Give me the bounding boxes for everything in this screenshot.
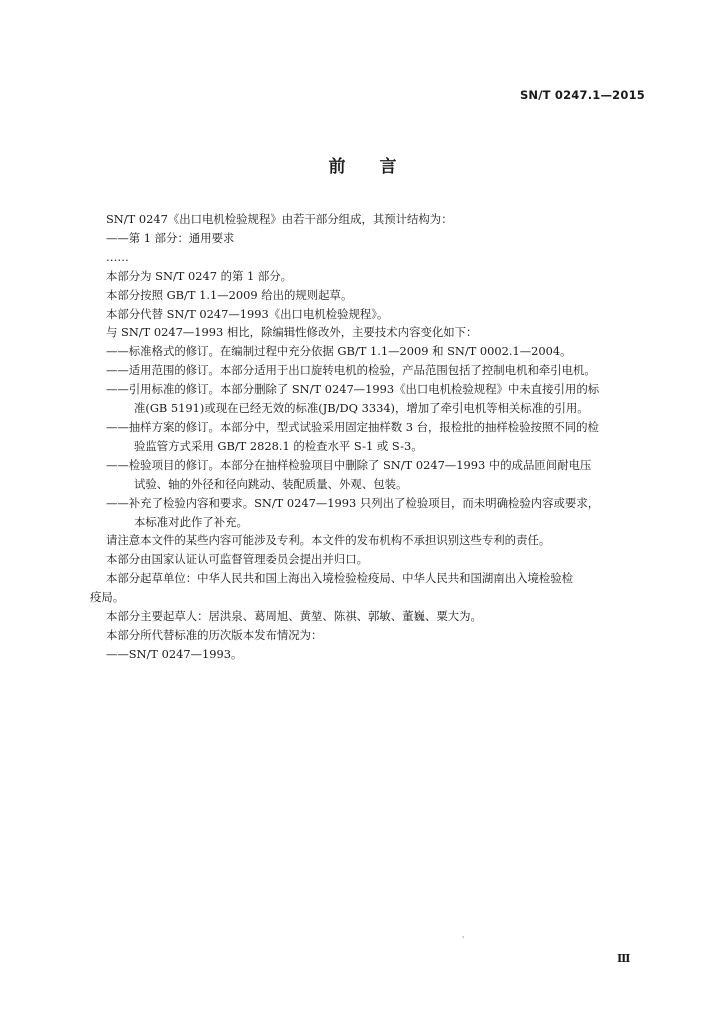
text-line: 本部分按照 GB/T 1.1—2009 给出的规则起草。: [106, 287, 353, 302]
foreword-body: [90, 210, 648, 664]
text-line: 本部分所代替标准的历次版本发布情况为：: [106, 627, 323, 642]
text-line: 疫局。: [90, 590, 125, 605]
page-title: 前言: [328, 157, 431, 177]
page-number: Ⅲ: [617, 952, 631, 965]
list-item: ——检验项目的修订。本部分在抽样检验项目中删除了 SN/T 0247—1993 中的成品匝间耐电压: [106, 457, 592, 472]
list-item: ——抽样方案的修订。本部分中，型式试验采用固定抽样数 3 台，报检批的抽样检验按照不同的检: [106, 419, 599, 434]
list-item: ——补充了检验内容和要求。SN/T 0247—1993 只列出了检验项目，而未明确检验内容或要求，: [106, 495, 600, 510]
text-line: ……: [106, 249, 129, 264]
text-line: 本部分为 SN/T 0247 的第 1 部分。: [106, 268, 293, 283]
text-line: 与 SN/T 0247—1993 相比，除编辑性修改外，主要技术内容变化如下：: [106, 325, 478, 340]
text-line: 本部分主要起草人：居洪泉、葛周旭、黄堃、陈祺、郭敏、董巍、粟大为。: [106, 609, 482, 624]
list-item-continuation: 本标准对此作了补充。: [134, 514, 248, 529]
list-item-continuation: 试验、轴的外径和径向跳动、装配质量、外观、包装。: [134, 476, 408, 491]
list-item-continuation: 准(GB 5191)或现在已经无效的标准(JB/DQ 3334)，增加了牵引电机等相关标准的引用。: [134, 401, 589, 416]
list-item: ——标准格式的修订。在编制过程中充分依据 GB/T 1.1—2009 和 SN/T 0002.1—2004。: [106, 344, 572, 359]
text-line: 本部分起草单位：中华人民共和国上海出入境检验检疫局、中华人民共和国湖南出入境检验检: [106, 571, 574, 586]
text-line: 本部分由国家认证认可监督管理委员会提出并归口。: [106, 552, 368, 567]
text-line: ——第 1 部分：通用要求: [106, 230, 235, 245]
standard-code: SN/T 0247.1—2015: [519, 88, 645, 102]
text-line: SN/T 0247《出口电机检验规程》由若干部分组成，其预计结构为：: [106, 212, 453, 226]
text-line: ——SN/T 0247—1993。: [106, 646, 243, 661]
text-line: 请注意本文件的某些内容可能涉及专利。本文件的发布机构不承担识别这些专利的责任。: [106, 533, 551, 548]
page-mark: ': [462, 935, 465, 944]
text-line: 本部分代替 SN/T 0247—1993《出口电机检验规程》。: [106, 306, 389, 321]
list-item-continuation: 验监管方式采用 GB/T 2828.1 的检查水平 S-1 或 S-3。: [134, 438, 423, 453]
list-item: ——适用范围的修订。本部分适用于出口旋转电机的检验，产品范围包括了控制电机和牵引电机。: [106, 363, 596, 378]
list-item: ——引用标准的修订。本部分删除了 SN/T 0247—1993《出口电机检验规程》中未直接引用的标: [106, 382, 600, 397]
